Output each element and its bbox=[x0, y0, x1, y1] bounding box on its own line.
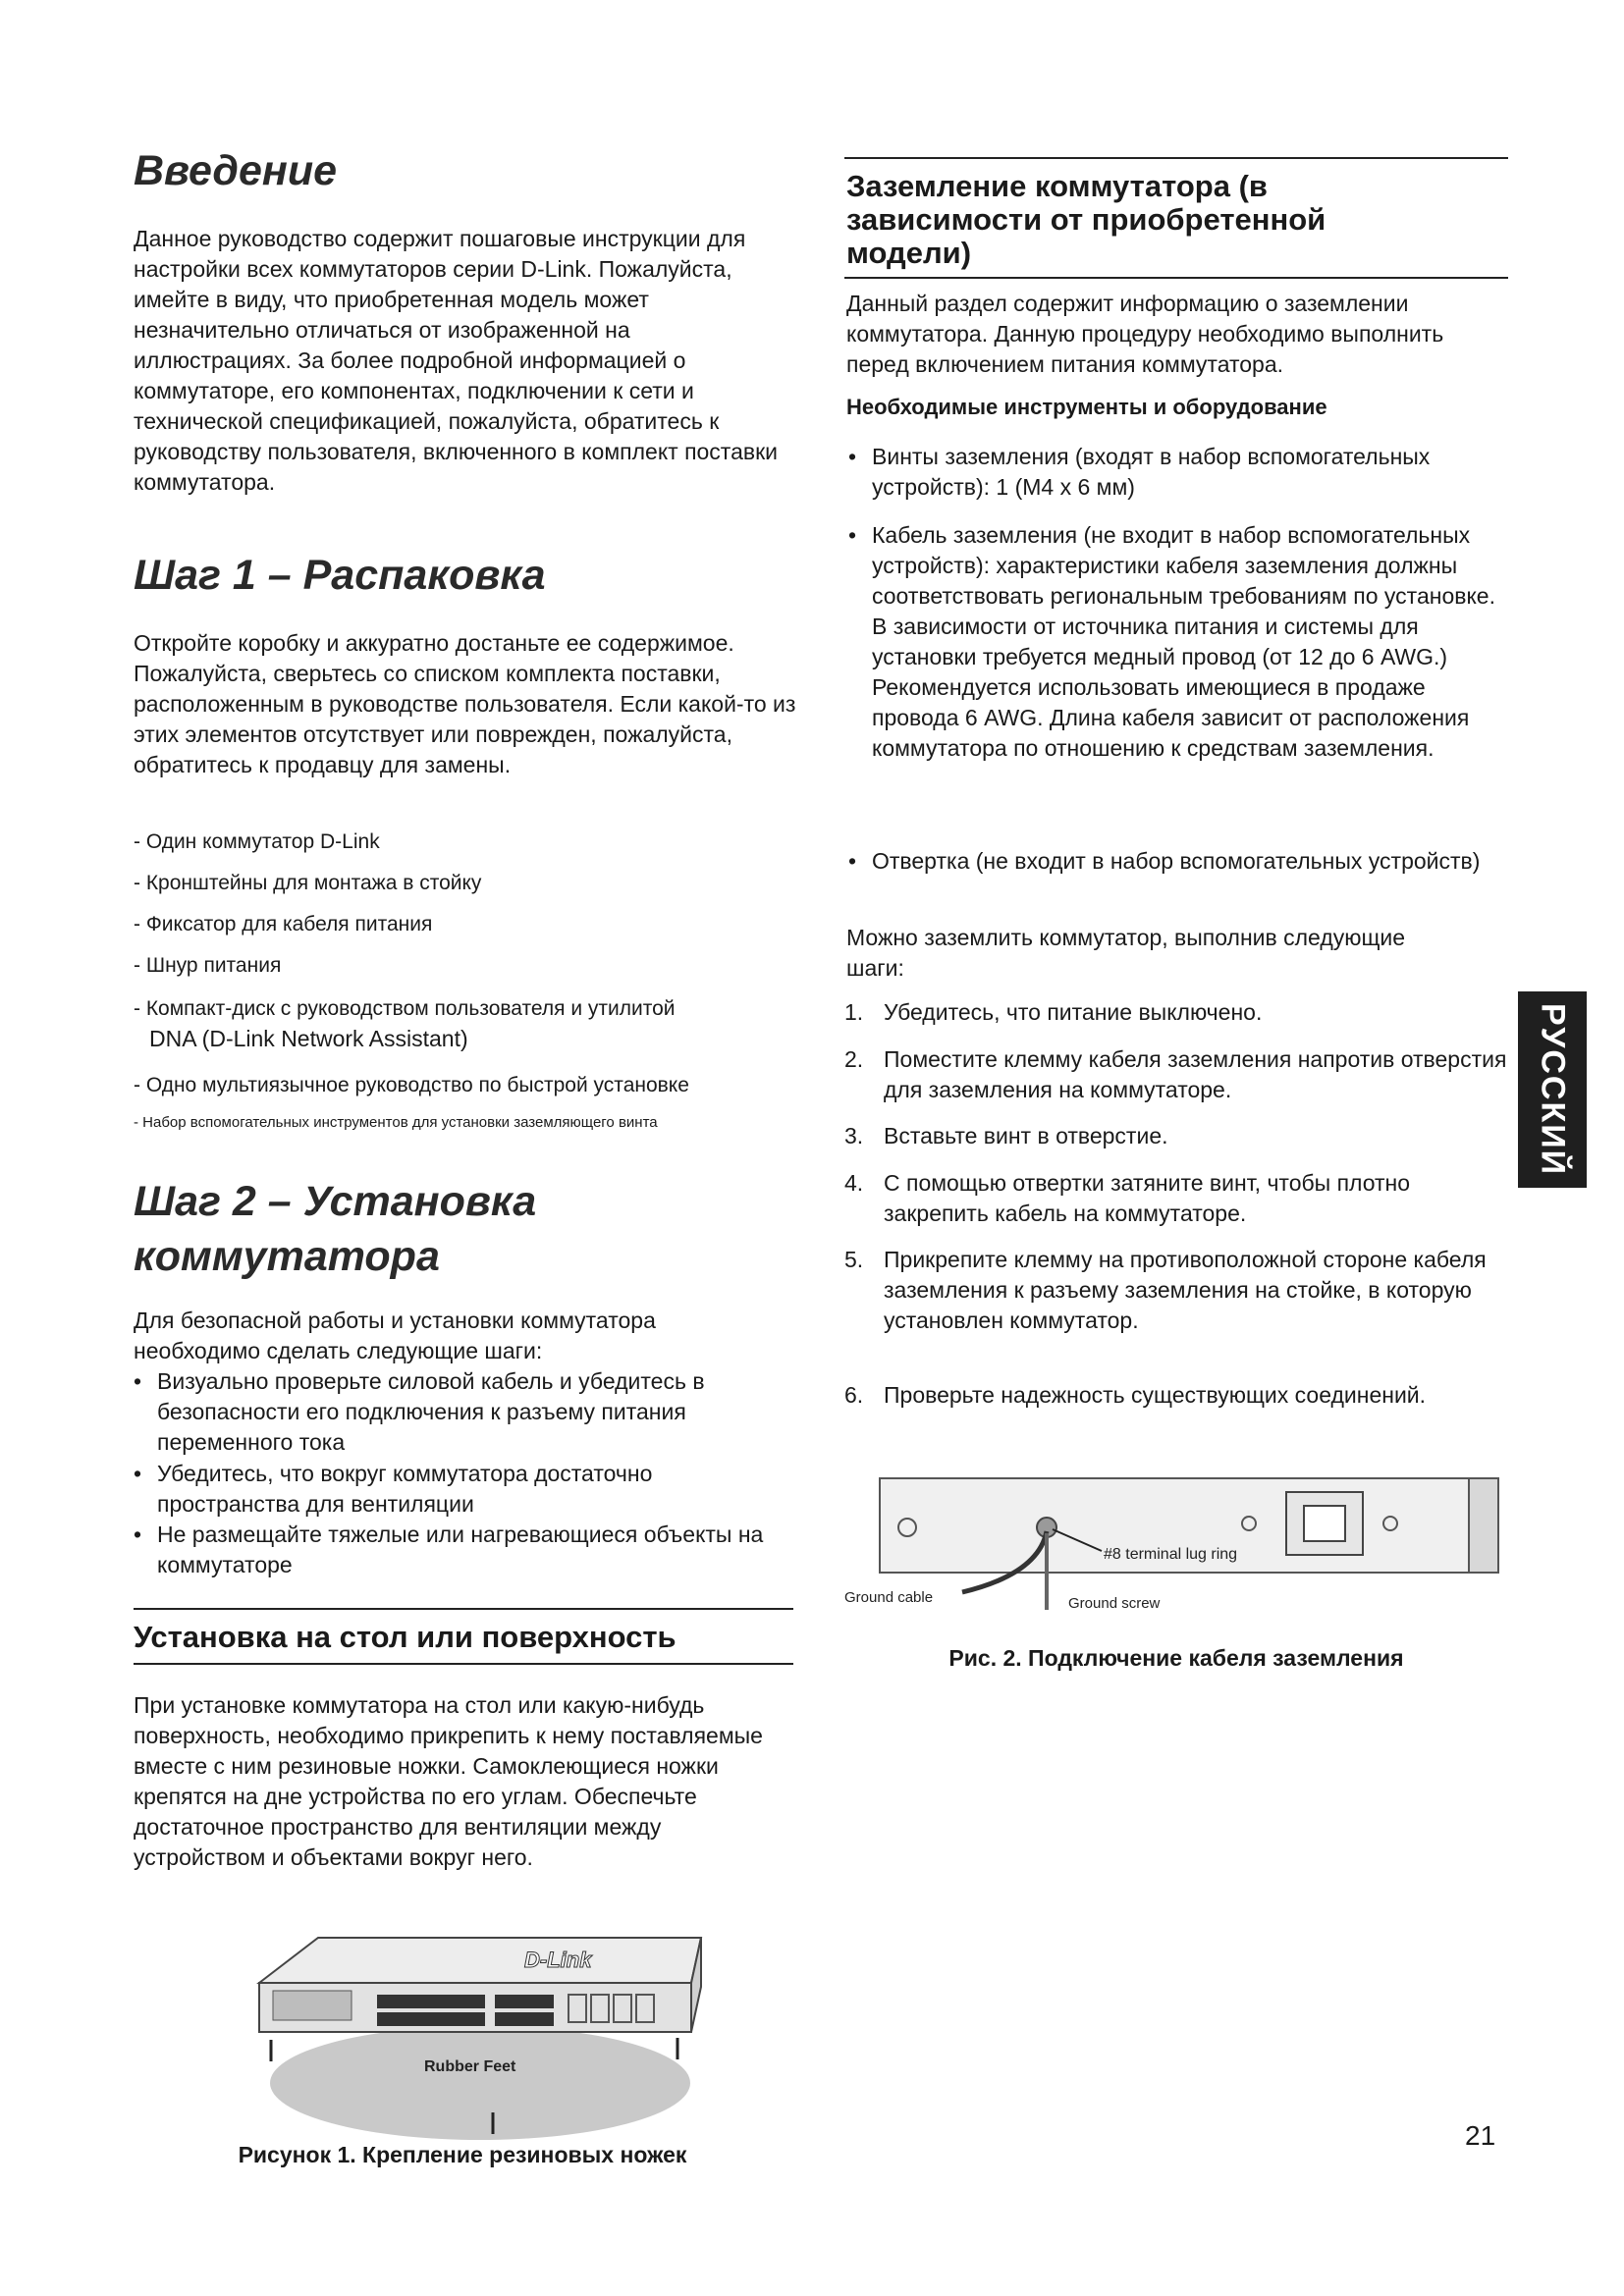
bullet-dot-icon: • bbox=[134, 1522, 142, 1547]
step2-heading-line2: коммутатора bbox=[134, 1233, 440, 1280]
step1-paragraph: Откройте коробку и аккуратно достаньте ее содержимое. Пожалуйста, сверьтесь со списком комплекта поставки, расположенным в руководстве пользователя. Если какой-то из этих элементов отсутствует или поврежден, пожалуйста, обратитесь к продавцу для замены. bbox=[134, 630, 796, 777]
step2-paragraph: Для безопасной работы и установки коммутатора необходимо сделать следующие шаги: bbox=[134, 1308, 656, 1363]
tools-heading: Необходимые инструменты и оборудование bbox=[846, 395, 1327, 419]
package-item: - Кронштейны для монтажа в стойку bbox=[134, 872, 482, 894]
intro-heading: Введение bbox=[134, 147, 338, 194]
package-item: - Набор вспомогательных инструментов для установки заземляющего винта bbox=[134, 1114, 658, 1131]
step-text: Вставьте винт в отверстие. bbox=[884, 1123, 1168, 1148]
figure1-caption: Рисунок 1. Крепление резиновых ножек bbox=[238, 2142, 687, 2167]
ground-cable-label: Ground cable bbox=[844, 1589, 934, 1606]
step2-bullet-text: Не размещайте тяжелые или нагревающиеся объекты на коммутаторе bbox=[157, 1522, 764, 1577]
step2-heading-line1: Шаг 2 – Установка bbox=[134, 1178, 537, 1225]
step-text: Убедитесь, что питание выключено. bbox=[884, 999, 1263, 1025]
language-tab-label: РУССКИЙ bbox=[1534, 1002, 1572, 1177]
ground-heading-line2: зависимости от приобретенной bbox=[846, 202, 1326, 237]
step-number: 3. bbox=[844, 1123, 864, 1148]
ground-screw-label: Ground screw bbox=[1068, 1595, 1161, 1612]
package-item-cont: DNA (D-Link Network Assistant) bbox=[149, 1026, 468, 1051]
step-text: Поместите клемму кабеля заземления напротив отверстия для заземления на коммутаторе. bbox=[884, 1046, 1507, 1102]
ground-paragraph: Данный раздел содержит информацию о заземлении коммутатора. Данную процедуру необходимо выполнить перед включением питания коммутатора. bbox=[846, 291, 1444, 377]
intro-paragraph: Данное руководство содержит пошаговые инструкции для настройки всех коммутаторов серии D-Link. Пожалуйста, имейте в виду, что приобретенная модель может незначительно отличаться от изображенной на иллюстрациях. За более подробной информацией о коммутаторе, его компонентах, подключении к сети и технической спецификацией, пожалуйста, обратитесь к руководству пользователя, включенного в комплект поставки коммутатора. bbox=[134, 226, 779, 495]
step-number: 6. bbox=[844, 1382, 864, 1408]
page-number: 21 bbox=[1465, 2120, 1496, 2151]
step2-bullet-text: Убедитесь, что вокруг коммутатора достаточно пространства для вентиляции bbox=[157, 1461, 653, 1517]
step-text: Проверьте надежность существующих соединений. bbox=[884, 1382, 1427, 1408]
rubber-feet-label: Rubber Feet bbox=[424, 2058, 516, 2075]
lug-label: #8 terminal lug ring bbox=[1104, 1546, 1238, 1563]
bullet-dot-icon: • bbox=[848, 444, 857, 469]
surface-ellipse bbox=[270, 2026, 690, 2140]
package-item: - Один коммутатор D-Link bbox=[134, 830, 380, 853]
step-number: 5. bbox=[844, 1247, 864, 1272]
package-item: - Компакт-диск с руководством пользователя и утилитой bbox=[134, 997, 676, 1020]
bullet-dot-icon: • bbox=[134, 1461, 142, 1486]
bullet-dot-icon: • bbox=[848, 522, 857, 548]
step-number: 1. bbox=[844, 999, 864, 1025]
step-number: 2. bbox=[844, 1046, 864, 1072]
led-panel bbox=[273, 1991, 352, 2020]
dlink-logo: D-Link bbox=[524, 1948, 592, 1972]
step-text: С помощью отвертки затяните винт, чтобы плотно закрепить кабель на коммутаторе. bbox=[884, 1170, 1411, 1226]
package-item: - Фиксатор для кабеля питания bbox=[134, 913, 433, 935]
section-rule bbox=[844, 277, 1508, 279]
step1-heading: Шаг 1 – Распаковка bbox=[134, 552, 546, 599]
figure1-rubber-feet bbox=[230, 1924, 721, 2146]
step2-bullet-text: Визуально проверьте силовой кабель и убедитесь в безопасности его подключения к разъему питания переменного тока bbox=[157, 1368, 705, 1455]
ground-heading-line3: модели) bbox=[846, 236, 972, 270]
tools-bullet-text: Кабель заземления (не входит в набор вспомогательных устройств): характеристики кабеля заземления должны соответствовать региональным требованиям по установке. В зависимости от источника питания и системы для установки требуется медный провод (от 12 до 6 AWG.) Рекомендуется использовать имеющиеся в продаже провода 6 AWG. Длина кабеля зависит от расположения коммутатора по отношению к средствам заземления. bbox=[872, 522, 1495, 761]
language-tab bbox=[1518, 991, 1587, 1188]
section-rule bbox=[134, 1663, 793, 1665]
section-rule bbox=[844, 157, 1508, 159]
package-item: - Шнур питания bbox=[134, 954, 282, 977]
figure2-grounding bbox=[844, 1472, 1508, 1620]
figure2-caption: Рис. 2. Подключение кабеля заземления bbox=[948, 1645, 1404, 1671]
desk-paragraph: При установке коммутатора на стол или какую-нибудь поверхность, необходимо прикрепить к нему поставляемые вместе с ним резиновые ножки. Самоклеющиеся ножки крепятся на дне устройства по его углам. Обеспечьте достаточное пространство для вентиляции между устройством и объектами вокруг него. bbox=[134, 1692, 763, 1870]
package-item: - Одно мультиязычное руководство по быстрой установке bbox=[134, 1074, 689, 1096]
steps-intro: Можно заземлить коммутатор, выполнив следующие шаги: bbox=[846, 925, 1406, 981]
ground-heading-line1: Заземление коммутатора (в bbox=[846, 169, 1268, 203]
switch-top bbox=[259, 1938, 701, 1983]
bullet-dot-icon: • bbox=[134, 1368, 142, 1394]
step-number: 4. bbox=[844, 1170, 864, 1196]
bullet-dot-icon: • bbox=[848, 848, 857, 874]
tools-bullet-text: Отвертка (не входит в набор вспомогательных устройств) bbox=[872, 848, 1481, 874]
panel-edge bbox=[1469, 1478, 1498, 1573]
section-rule bbox=[134, 1608, 793, 1610]
power-socket-inner bbox=[1304, 1506, 1345, 1541]
step-text: Прикрепите клемму на противоположной стороне кабеля заземления к разъему заземления на стойке, в которую установлен коммутатор. bbox=[884, 1247, 1487, 1333]
tools-bullet-text: Винты заземления (входят в набор вспомогательных устройств): 1 (М4 x 6 мм) bbox=[872, 444, 1431, 500]
desk-heading: Установка на стол или поверхность bbox=[134, 1620, 677, 1654]
